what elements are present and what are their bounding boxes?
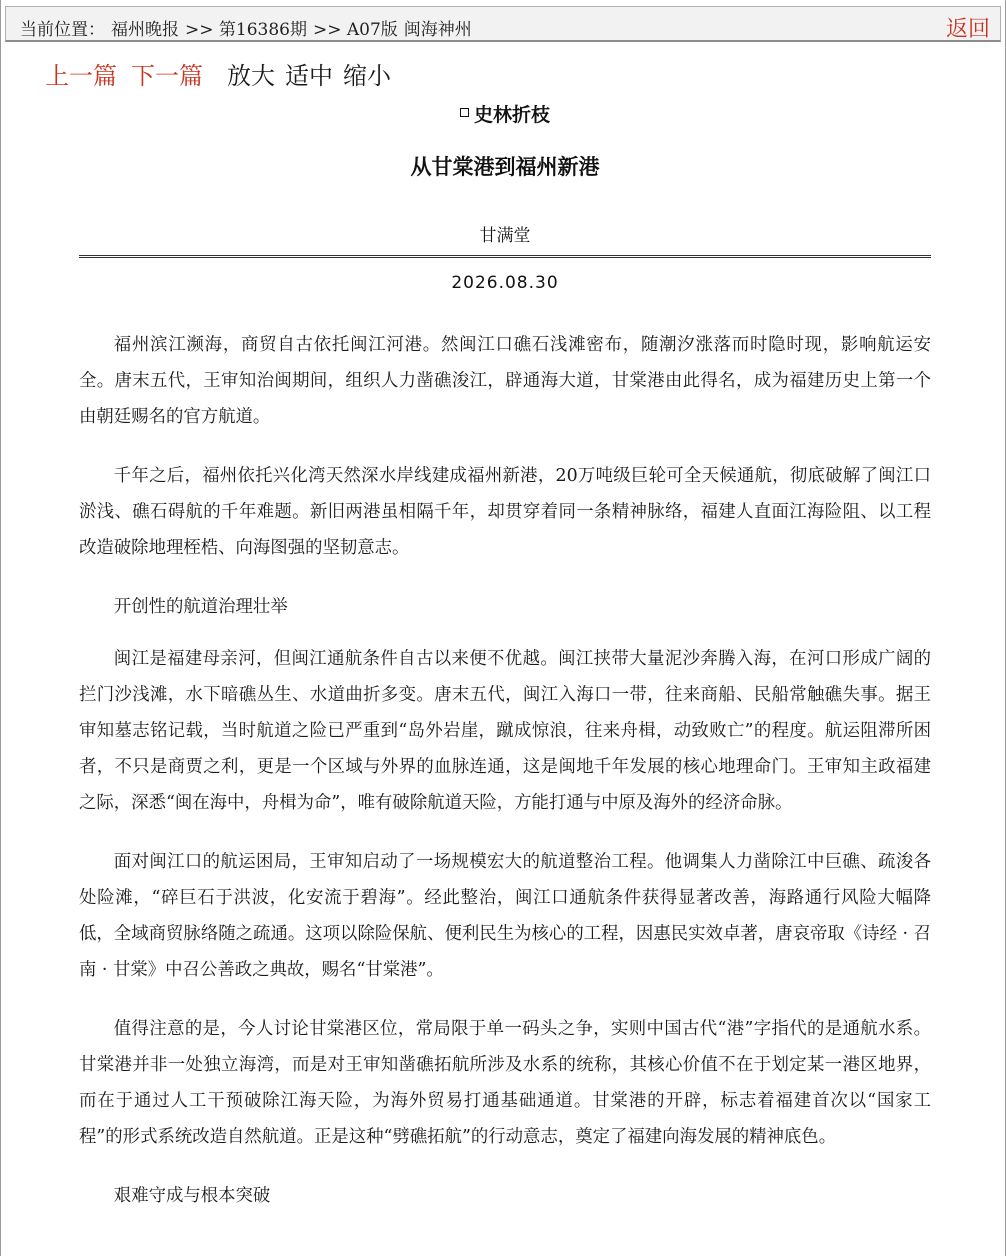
section-label [79,100,931,127]
prev-article-link[interactable]: 上一篇 [45,62,117,90]
paragraph: 闽江是福建母亲河，但闽江通航条件自古以来便不优越。闽江挟带大量泥沙奔腾入海，在河口形成广阔的拦门沙浅滩，水下暗礁丛生、水道曲折多变。唐末五代，闽江入海口一带，往来商船、民船常触礁失事。据王审知墓志铭记载，当时航道之险已严重到“岛外岩崖，蹴成惊浪，往来舟楫，动致败亡”的程度。航运阻滞所困者，不只是商贾之利，更是一个区域与外界的血脉连通，这是闽地千年发展的核心地理命门。王审知主政福建之际，深悉“闽在海中，舟楫为命”，唯有破除航道天险，方能打通与中原及海外的经济命脉。 [79,649,931,813]
paragraph: 面对闽江口的航运困局，王审知启动了一场规模宏大的航道整治工程。他调集人力凿除江中巨礁、疏浚各处险滩，“碎巨石于洪波，化安流于碧海”。经此整治，闽江口通航条件获得显著改善，海路通行风险大幅降低，全域商贸脉络随之疏通。这项以除险保航、便利民生为核心的工程，因惠民实效卓著，唐哀帝取《诗经 · 召南 · 甘棠》中召公善政之典故，赐名“甘棠港”。 [79,852,931,980]
breadcrumb-column: 闽海神州 [403,20,472,40]
breadcrumb-page-link[interactable]: >> A07版 [312,20,398,40]
breadcrumb-paper-link[interactable]: 福州晚报 [111,20,179,40]
paragraph: 福州滨江濒海，商贸自古依托闽江河港。然闽江口礁石浅滩密布，随潮汐涨落而时隐时现，影响航运安全。唐末五代，王审知治闽期间，组织人力凿礁浚江，辟通海大道，甘棠港由此得名，成为福建历史上第一个由朝廷赐名的官方航道。 [79,335,931,427]
section-label-text: 史林折枝 [473,104,550,126]
breadcrumb-prefix: 当前位置： [20,20,105,40]
paragraph: 值得注意的是，今人讨论甘棠港区位，常局限于单一码头之争，实则中国古代“港”字指代的是通航水系。甘棠港并非一处独立海湾，而是对王审知凿礁拓航所涉及水系的统称，其核心价值不在于划定某一港区地界，而在于通过人工干预破除江海天险，为海外贸易打通基础通道。甘棠港的开辟，标志着福建首次以“国家工程”的形式系统改造自然航道。正是这种“劈礁拓航”的行动意志，奠定了福建向海发展的精神底色。 [79,1019,931,1147]
square-bullet-icon [460,108,469,117]
article-date: 2026.08.30 [451,273,559,293]
zoom-out-link[interactable]: 缩小 [343,62,391,90]
subheading: 艰难守成与根本突破 [113,1186,271,1206]
article-column [79,92,931,1230]
zoom-fit-link[interactable]: 适中 [285,62,333,90]
location-bar [5,6,1001,42]
subheading: 开创性的航道治理壮举 [113,597,288,617]
next-article-link[interactable]: 下一篇 [131,62,203,90]
breadcrumb-issue-link[interactable]: >> 第16386期 [185,20,307,40]
back-link[interactable]: 返回 [945,17,990,42]
zoom-in-link[interactable]: 放大 [227,62,275,90]
article-title: 从甘棠港到福州新港 [410,155,600,179]
paragraph: 千年之后，福州依托兴化湾天然深水岸线建成福州新港，20万吨级巨轮可全天候通航，彻底破解了闽江口淤浅、礁石碍航的千年难题。新旧两港虽相隔千年，却贯穿着同一条精神脉络，福建人直面江海险阻、以工程改造破除地理桎梏、向海图强的坚韧意志。 [79,466,931,558]
article-nav [45,56,401,91]
article-author: 甘满堂 [479,226,531,246]
breadcrumb [20,15,478,40]
article-body [79,327,931,1214]
title-divider [79,255,931,259]
